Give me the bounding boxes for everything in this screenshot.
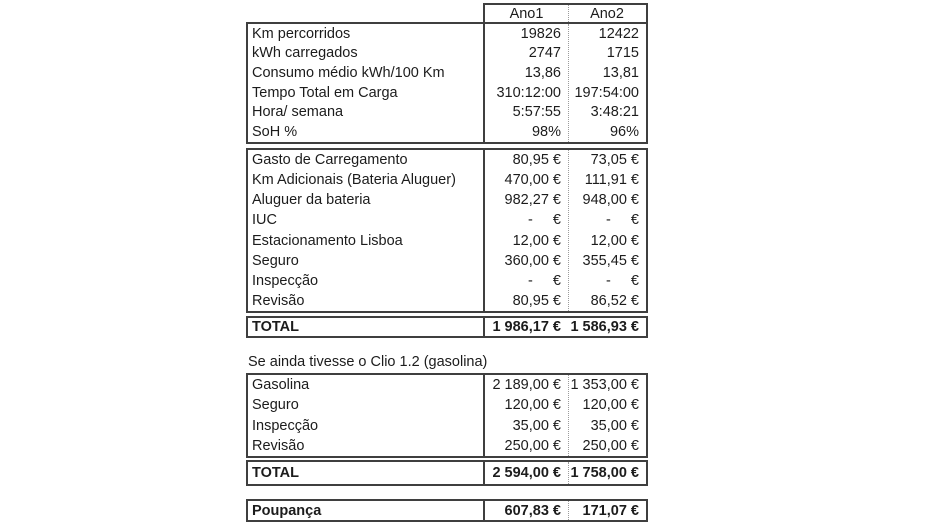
label-column-divider <box>483 501 485 520</box>
row-label: Revisão <box>252 292 305 309</box>
column-divider-dotted <box>568 375 569 456</box>
table-row <box>248 190 646 210</box>
gas-costs-table <box>246 373 648 458</box>
ano1-value: 360,00 € <box>504 252 561 269</box>
savings-row <box>246 499 648 522</box>
row-label: Inspecção <box>252 272 319 289</box>
row-label: Aluguer da bateria <box>252 192 371 209</box>
row-label: Consumo médio kWh/100 Km <box>252 65 445 82</box>
ano1-value: 470,00 € <box>504 172 561 189</box>
column-header-box <box>483 3 648 24</box>
ano1-value: 35,00 € <box>512 417 561 434</box>
ano2-value: 86,52 € <box>590 292 639 309</box>
label-column-divider <box>483 318 485 336</box>
total-label: TOTAL <box>252 319 299 335</box>
ano2-value: 1 586,93 € <box>570 319 639 335</box>
ano2-value: 12422 <box>598 25 639 42</box>
row-label: Tempo Total em Carga <box>252 84 398 101</box>
column-divider-dotted <box>568 150 569 311</box>
ano1-value: 982,27 € <box>504 192 561 209</box>
savings-label: Poupança <box>252 502 322 519</box>
label-column-divider <box>483 24 485 142</box>
table-row <box>248 122 646 142</box>
ano2-value: 120,00 € <box>582 397 639 414</box>
row-label: IUC <box>252 212 277 229</box>
row-label: Km percorridos <box>252 25 351 42</box>
ano1-value: 1 986,17 € <box>492 319 561 335</box>
table-row <box>248 436 646 456</box>
row-label: kWh carregados <box>252 45 358 62</box>
ev-costs-table <box>246 148 648 313</box>
ev-total-row <box>246 316 648 338</box>
ano2-value: 197:54:00 <box>574 84 639 101</box>
ano2-value: 12,00 € <box>590 232 639 249</box>
table-row <box>248 291 646 311</box>
table-row <box>248 44 646 64</box>
ano1-value: 12,00 € <box>512 232 561 249</box>
ano1-value: 607,83 € <box>504 502 561 519</box>
ano1-value: 5:57:55 <box>512 104 561 121</box>
ano2-value: - € <box>605 212 639 229</box>
column-header-ano2: Ano2 <box>590 5 624 22</box>
ano1-value: 120,00 € <box>504 397 561 414</box>
ano2-value: 1715 <box>606 45 639 62</box>
stats-table <box>246 22 648 144</box>
ano2-value: 96% <box>609 124 639 141</box>
column-divider-dotted <box>568 24 569 142</box>
ano1-value: 250,00 € <box>504 437 561 454</box>
label-column-divider <box>483 375 485 456</box>
table-row <box>248 375 646 395</box>
table-row <box>248 83 646 103</box>
column-divider-dotted <box>568 462 569 484</box>
label-column-divider <box>483 462 485 484</box>
row-label: Gasto de Carregamento <box>252 152 408 169</box>
column-divider-dotted <box>568 5 569 22</box>
label-column-divider <box>483 150 485 311</box>
gas-total-row <box>246 460 648 486</box>
table-row <box>248 416 646 436</box>
table-row <box>248 395 646 415</box>
table-row <box>248 231 646 251</box>
ano1-value: 19826 <box>520 25 561 42</box>
table-row <box>248 24 646 44</box>
table-row <box>248 103 646 123</box>
row-label: SoH % <box>252 124 298 141</box>
ano1-value: - € <box>527 272 561 289</box>
row-label: Hora/ semana <box>252 104 344 121</box>
column-header-ano1: Ano1 <box>509 5 544 22</box>
ano2-value: 948,00 € <box>582 192 639 209</box>
ano1-value: 80,95 € <box>512 152 561 169</box>
row-label: Km Adicionais (Bateria Aluguer) <box>252 172 456 189</box>
ano1-value: 13,86 <box>524 65 561 82</box>
column-divider-dotted <box>568 501 569 520</box>
row-label: Seguro <box>252 252 299 269</box>
ano2-value: 1 353,00 € <box>570 377 639 394</box>
ano2-value: 250,00 € <box>582 437 639 454</box>
ano2-value: 13,81 <box>602 65 639 82</box>
ano1-value: 310:12:00 <box>496 84 561 101</box>
table-row <box>248 251 646 271</box>
ano1-value: 2 594,00 € <box>492 465 561 481</box>
table-row <box>248 271 646 291</box>
ano2-value: 1 758,00 € <box>570 465 639 481</box>
table-row <box>248 210 646 230</box>
ano2-value: 111,91 € <box>584 172 639 189</box>
ano2-value: 171,07 € <box>582 502 639 519</box>
table-row <box>248 170 646 190</box>
ano1-value: 2747 <box>528 45 561 62</box>
row-label: Inspecção <box>252 417 319 434</box>
ano1-value: 80,95 € <box>512 292 561 309</box>
row-label: Gasolina <box>252 377 310 394</box>
row-label: Seguro <box>252 397 299 414</box>
row-label: Revisão <box>252 437 305 454</box>
ano1-value: 2 189,00 € <box>492 377 561 394</box>
total-label: TOTAL <box>252 465 299 481</box>
ano1-value: - € <box>527 212 561 229</box>
ano2-value: 355,45 € <box>582 252 639 269</box>
table-row <box>248 150 646 170</box>
ano2-value: 3:48:21 <box>590 104 639 121</box>
gasoline-scenario-note: Se ainda tivesse o Clio 1.2 (gasolina) <box>248 354 488 370</box>
ano2-value: 73,05 € <box>590 152 639 169</box>
row-label: Estacionamento Lisboa <box>252 232 403 249</box>
ano2-value: 35,00 € <box>590 417 639 434</box>
ano2-value: - € <box>605 272 639 289</box>
ano1-value: 98% <box>531 124 561 141</box>
table-row <box>248 63 646 83</box>
